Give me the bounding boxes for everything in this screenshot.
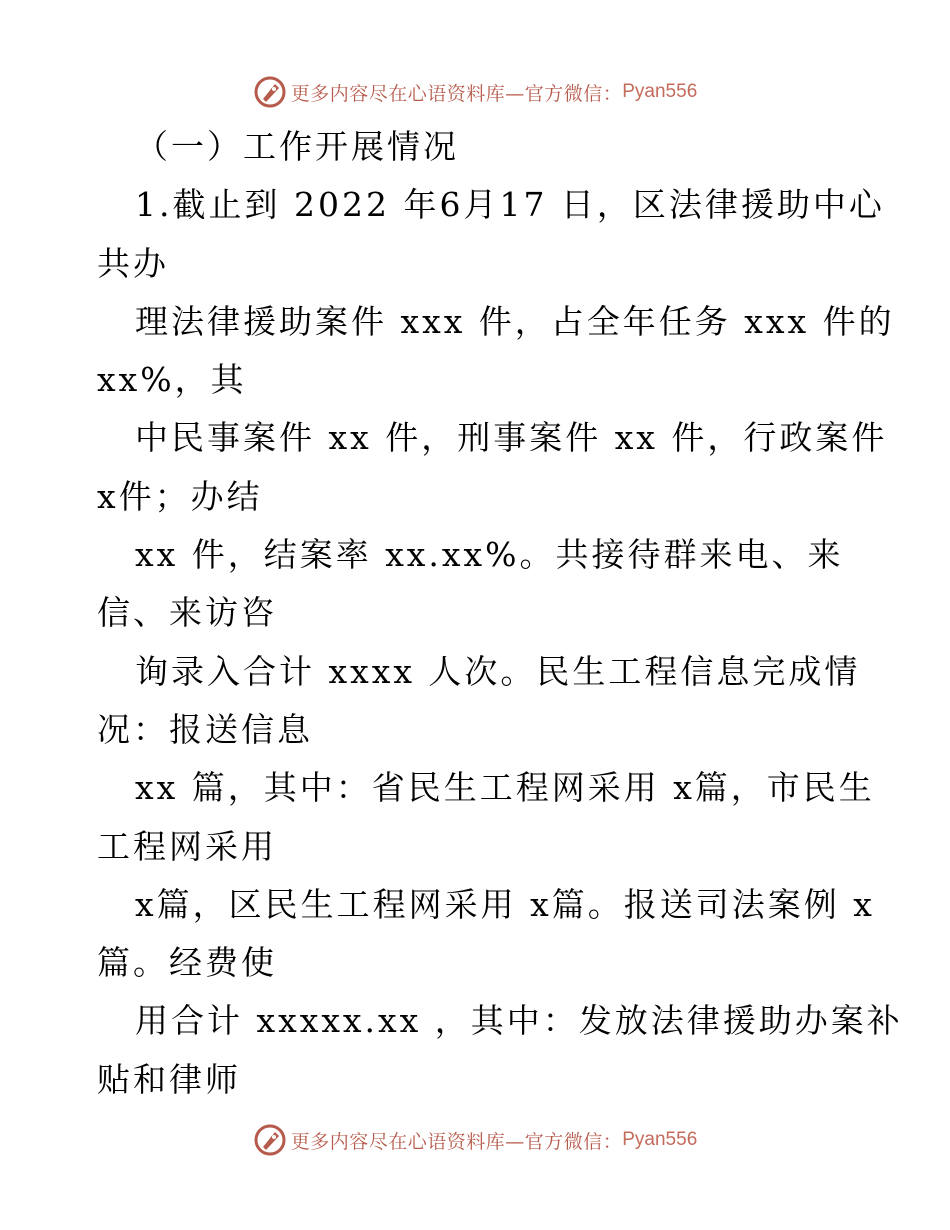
text-line: xx 件，结案率 xx.xx%。共接待群来电、来 — [135, 535, 844, 575]
text-line: x篇，区民生工程网采用 x篇。报送司法案例 x — [135, 884, 875, 924]
text-line: 用合计 xxxxx.xx ，其中：发放法律援助办案补 — [135, 1001, 903, 1041]
text-line: 1.截止到 2022 年6月17 日，区法律援助中心 — [135, 185, 885, 225]
text-line: 询录入合计 xxxx 人次。民生工程信息完成情 — [135, 651, 861, 691]
watermark-text: 更多内容尽在心语资料库—官方微信： — [290, 82, 623, 105]
text-line: 篇。经费使 — [97, 943, 277, 983]
watermark-wechat-id: Pyan556 — [622, 1129, 698, 1150]
text-line: 工程网采用 — [97, 826, 277, 866]
document-body — [97, 118, 903, 1109]
text-line: 况：报送信息 — [97, 709, 313, 749]
text-line: 信、来访咨 — [97, 593, 277, 633]
watermark-text: 更多内容尽在心语资料库—官方微信： — [290, 1130, 623, 1153]
text-line: 理法律援助案件 xxx 件，占全年任务 xxx 件的 — [135, 301, 895, 341]
watermark-wechat-id: Pyan556 — [622, 81, 698, 102]
section-heading: （一）工作开展情况 — [135, 127, 459, 166]
pen-nib-circle-icon — [253, 1123, 287, 1157]
text-line: xx 篇，其中：省民生工程网采用 x篇，市民生 — [135, 768, 875, 808]
text-line: xx%，其 — [97, 360, 247, 400]
text-line: 共办 — [97, 243, 169, 283]
text-line: x件；办结 — [97, 476, 263, 516]
text-line: 中民事案件 xx 件，刑事案件 xx 件，行政案件 — [135, 418, 888, 458]
text-line: 贴和律师 — [97, 1059, 241, 1099]
footer-watermark — [0, 1118, 950, 1162]
header-watermark — [0, 70, 950, 114]
pen-nib-circle-icon — [253, 75, 287, 109]
